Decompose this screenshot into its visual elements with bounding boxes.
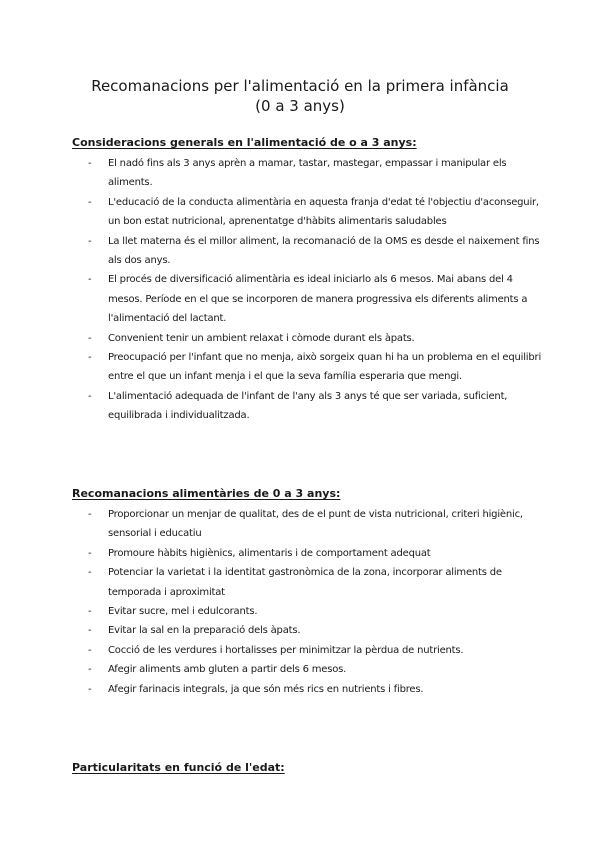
list-item: - El procés de diversificació alimentària es ideal iniciarlo als 6 mesos. Mai abans del 4 mesos. Període en el que se incorporen de manera progressiva els diferents aliments a l'alimentació del lactant. (108, 270, 542, 328)
section-general-considerations (72, 136, 542, 426)
list-item: - La llet materna és el millor aliment, la recomanació de la OMS es desde el naixement fins als dos anys. (108, 232, 542, 271)
list-item: - Potenciar la varietat i la identitat gastronòmica de la zona, incorporar aliments de temporada i aproximitat (108, 563, 542, 602)
title-line-1: Recomanacions per l'alimentació en la primera infància (91, 77, 509, 95)
bullet-list (72, 505, 542, 699)
section-heading: Recomanacions alimentàries de 0 a 3 anys: (72, 487, 341, 500)
list-item: - Proporcionar un menjar de qualitat, des de el punt de vista nutricional, criteri higiènic, sensorial i educatiu (108, 505, 542, 544)
list-item: - El nadó fins als 3 anys aprèn a mamar, tastar, mastegar, empassar i manipular els aliments. (108, 154, 542, 193)
bullet-list (72, 154, 542, 426)
list-item: - Promoure hàbits higiènics, alimentaris i de comportament adequat (108, 544, 542, 563)
section-heading: Particularitats en funció de l'edat: (72, 761, 285, 774)
list-item: - Preocupació per l'infant que no menja, això sorgeix quan hi ha un problema en el equilibri entre el que un infant menja i el que la seva família esperaria que mengi. (108, 348, 542, 387)
list-item: - Afegir farinacis integrals, ja que són més rics en nutrients i fibres. (108, 680, 542, 699)
list-item: - Afegir aliments amb gluten a partir dels 6 mesos. (108, 660, 542, 679)
list-item: - Cocció de les verdures i hortalisses per minimitzar la pèrdua de nutrients. (108, 641, 542, 660)
list-item: - L'educació de la conducta alimentària en aquesta franja d'edat té l'objectiu d'aconseguir, un bon estat nutricional, aprenentatge d'hàbits alimentaris saludables (108, 193, 542, 232)
title-line-2: (0 a 3 anys) (255, 97, 345, 115)
section-heading: Consideracions generals en l'alimentació de o a 3 anys: (72, 136, 417, 149)
list-item: - Convenient tenir un ambient relaxat i còmode durant els àpats. (108, 329, 542, 348)
list-item: - L'alimentació adequada de l'infant de l'any als 3 anys té que ser variada, suficient, equilibrada i individualitzada. (108, 387, 542, 426)
document-title (60, 76, 540, 116)
list-item: - Evitar sucre, mel i edulcorants. (108, 602, 542, 621)
list-item: - Evitar la sal en la preparació dels àpats. (108, 621, 542, 640)
section-age-particularities (72, 761, 542, 779)
section-dietary-recommendations (72, 487, 542, 699)
